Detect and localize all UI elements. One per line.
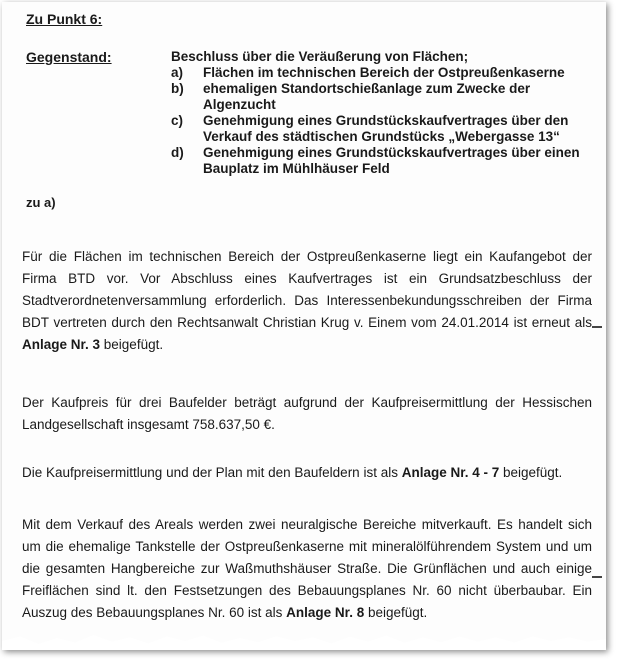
item-text: Genehmigung eines Grundstückskaufvertrages über den Verkauf des städtischen Grundstücks „Webergasse 13“ bbox=[203, 113, 569, 144]
item-letter: d) bbox=[171, 145, 184, 160]
paragraph-text: Mit dem Verkauf des Areals werden zwei neuralgische Bereiche mitverkauft. Es handelt sich um die ehemalige Tankstelle der Ostpreußenkaserne mit mineralölführendem System und um die gesamten Hangbereiche zur Waßmuthshäuser Straße. Die Grünflächen und auch einige Freiflächen sind lt. den Festsetzungen des Bebauungsplanes Nr. 60 nicht überbaubar. Ein Auszug des Bebauungsplanes Nr. 60 ist als bbox=[22, 517, 592, 620]
subsection-label: zu a) bbox=[26, 195, 56, 210]
item-letter: a) bbox=[171, 65, 184, 80]
paragraph-text: Der Kaufpreis für drei Baufelder beträgt aufgrund der Kaufpreisermittlung der Hessischen Landgesellschaft insgesamt 758.637,50 €. bbox=[22, 395, 592, 432]
paragraph-3 bbox=[22, 462, 592, 484]
paragraph-text: beigefügt. bbox=[364, 605, 428, 620]
item-letter: c) bbox=[171, 113, 184, 128]
item-text: Genehmigung eines Grundstückskaufvertrages über einen Bauplatz im Mühlhäuser Feld bbox=[203, 145, 580, 176]
subject-label: Gegenstand: bbox=[26, 49, 112, 65]
subject-item-a bbox=[171, 65, 601, 81]
paragraph-text: beigefügt. bbox=[499, 465, 563, 480]
paragraph-text: Für die Flächen im technischen Bereich der Ostpreußenkaserne liegt ein Kaufangebot der Firma BTD vor. Vor Abschluss eines Kaufvertrages ist ein Grundsatzbeschluss der Stadtverordnetenversammlung erforderlich. Das Interessenbekundungsschreiben der Firma BDT vertreten durch den Rechtsanwalt Christian Krug v. Einem vom 24.01.2014 ist erneut als bbox=[22, 249, 592, 330]
item-letter: b) bbox=[171, 81, 184, 96]
paragraph-2 bbox=[22, 392, 592, 436]
paragraph-text: beigefügt. bbox=[100, 337, 164, 352]
margin-mark bbox=[592, 576, 602, 578]
subject-item-b bbox=[171, 81, 601, 113]
section-heading: Zu Punkt 6: bbox=[26, 11, 103, 27]
attachment-reference: Anlage Nr. 3 bbox=[22, 337, 101, 352]
paragraph-1 bbox=[22, 246, 592, 356]
paragraph-4 bbox=[22, 514, 592, 624]
subject-item-d bbox=[171, 145, 601, 177]
subject-block bbox=[171, 49, 601, 177]
subject-title: Beschluss über die Veräußerung von Flächen; bbox=[171, 49, 469, 64]
margin-mark bbox=[592, 326, 602, 328]
torn-edge bbox=[2, 620, 606, 650]
item-text: ehemaligen Standortschießanlage zum Zwecke der Algenzucht bbox=[203, 81, 531, 112]
item-text: Flächen im technischen Bereich der Ostpreußenkaserne bbox=[203, 65, 565, 80]
paragraph-text: Die Kaufpreisermittlung und der Plan mit den Baufeldern ist als bbox=[22, 465, 402, 480]
document-page bbox=[2, 2, 606, 650]
subject-item-c bbox=[171, 113, 601, 145]
attachment-reference: Anlage Nr. 4 - 7 bbox=[401, 465, 500, 480]
attachment-reference: Anlage Nr. 8 bbox=[286, 605, 365, 620]
